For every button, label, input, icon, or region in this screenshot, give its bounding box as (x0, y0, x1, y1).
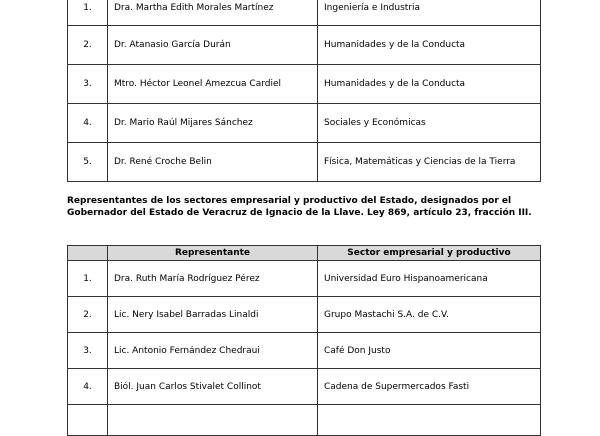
row-number (68, 405, 108, 436)
table-row (68, 333, 541, 369)
row-number: 3. (68, 65, 108, 104)
row-number: 1. (68, 261, 108, 297)
column-header-representative: Representante (108, 246, 318, 261)
member-name: Mtro. Héctor Leonel Amezcua Cardiel (108, 65, 318, 104)
member-area: Ingeniería e Industria (318, 0, 541, 26)
representative-sector: Universidad Euro Hispanoamericana (318, 261, 541, 297)
member-name: Dr. Atanasio García Durán (108, 26, 318, 65)
row-number: 2. (68, 297, 108, 333)
representative-sector: Cadena de Supermercados Fasti (318, 369, 541, 405)
table-row (68, 0, 541, 26)
representative-name (108, 405, 318, 436)
row-number: 1. (68, 0, 108, 26)
table-row (68, 104, 541, 143)
representative-sector (318, 405, 541, 436)
column-header-number (68, 246, 108, 261)
representative-sector: Grupo Mastachi S.A. de C.V. (318, 297, 541, 333)
member-area: Física, Matemáticas y Ciencias de la Tierra (318, 143, 541, 182)
table-row (68, 297, 541, 333)
representative-name: Lic. Nery Isabel Barradas Linaldi (108, 297, 318, 333)
member-name: Dr. Mario Raúl Mijares Sánchez (108, 104, 318, 143)
representative-name: Dra. Ruth María Rodríguez Pérez (108, 261, 318, 297)
row-number: 4. (68, 369, 108, 405)
member-name: Dra. Martha Edith Morales Martínez (108, 0, 318, 26)
table-row (68, 405, 541, 436)
member-area: Humanidades y de la Conducta (318, 65, 541, 104)
table-header-row (68, 246, 541, 261)
members-table-top (67, 0, 541, 182)
section-heading: Representantes de los sectores empresarial y productivo del Estado, designados por el Gobernador del Estado de Veracruz de Ignacio de la Llave. Ley 869, artículo 23, fracción III. (67, 196, 532, 218)
representative-name: Biól. Juan Carlos Stivalet Collinot (108, 369, 318, 405)
row-number: 2. (68, 26, 108, 65)
representative-sector: Café Don Justo (318, 333, 541, 369)
table-row (68, 369, 541, 405)
table-row (68, 261, 541, 297)
row-number: 3. (68, 333, 108, 369)
member-name: Dr. René Croche Belin (108, 143, 318, 182)
representative-name: Lic. Antonio Fernández Chedraui (108, 333, 318, 369)
row-number: 4. (68, 104, 108, 143)
member-area: Humanidades y de la Conducta (318, 26, 541, 65)
member-area: Sociales y Económicas (318, 104, 541, 143)
row-number: 5. (68, 143, 108, 182)
table-row (68, 143, 541, 182)
representatives-table (67, 245, 541, 436)
table-row (68, 65, 541, 104)
table-row (68, 26, 541, 65)
column-header-sector: Sector empresarial y productivo (318, 246, 541, 261)
